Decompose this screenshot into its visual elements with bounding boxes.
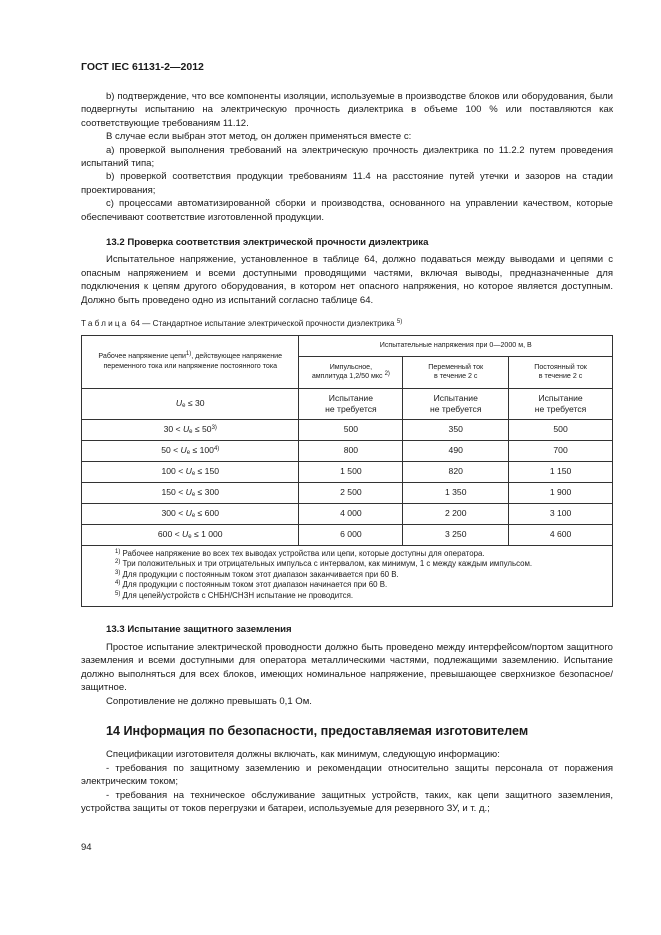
section-13-2-text: Испытательное напряжение, установленное в таблице 64, должно подаваться между выводами и цепями с опасным напряжением и всеми доступными проводящими частями, включая выводы, предназначенные для подключения к цепям другого оборудования, в котором нет опасного напряжения, но которое является доступным. Должно быть проведено одно из испытаний согласно таблице 64. bbox=[81, 254, 613, 306]
dc-cell: 4 600 bbox=[509, 524, 613, 545]
range-pre: 150 < bbox=[161, 486, 186, 497]
ac-header-line1: Переменный ток bbox=[428, 362, 484, 371]
section-14-item-1: - требования по защитному заземлению и рекомендации относительно защиты персонала от поражения электрическим током; bbox=[81, 762, 613, 788]
table-notes bbox=[82, 545, 613, 607]
range-post: ≤ 300 bbox=[195, 486, 220, 497]
footnote-text: Для продукции с постоянным током этот диапазон заканчивается при 60 В. bbox=[120, 569, 399, 579]
range-sub: e bbox=[186, 449, 191, 456]
voltage-range-cell bbox=[82, 503, 299, 524]
range-sub: e bbox=[189, 428, 193, 435]
table-row bbox=[82, 482, 613, 503]
working-voltage-header-a: Рабочее напряжение цепи bbox=[98, 352, 186, 361]
dc-header bbox=[509, 356, 613, 388]
ac-header bbox=[403, 356, 509, 388]
working-voltage-header bbox=[82, 335, 299, 388]
footnote-text: Три положительных и три отрицательных импульса с интервалом, как минимум, 1 с между каждым импульсом. bbox=[120, 559, 533, 569]
table-footnote bbox=[85, 549, 609, 560]
table-row bbox=[82, 524, 613, 545]
range-post: ≤ 100 bbox=[190, 444, 214, 455]
voltage-range-cell bbox=[82, 419, 299, 440]
range-sub: e bbox=[191, 491, 196, 498]
table-row bbox=[82, 461, 613, 482]
table-row bbox=[82, 388, 613, 419]
cell-line1: Испытание bbox=[328, 392, 374, 403]
paragraph-if-chosen: В случае если выбран этот метод, он должен применяться вместе с: bbox=[106, 131, 412, 143]
range-var: U bbox=[182, 423, 190, 434]
section-13-3-text: Простое испытание электрической проводности должно быть проведено между интерфейсом/портом защитного заземления и всеми доступными для оператора металлическими частями, подлежащими заземлению. Испытание должно выполняться для всех блоков, имеющих номинальное напряжение, превышающее сверхнизкое безопасное/защитное. bbox=[81, 641, 613, 694]
ac-cell bbox=[403, 388, 509, 419]
range-pre: 600 < bbox=[157, 528, 183, 539]
ac-header-line2: в течение 2 с bbox=[433, 372, 478, 380]
range-footnote-mark: 4) bbox=[213, 445, 220, 452]
range-post: ≤ 600 bbox=[195, 507, 220, 518]
cell-line1: Испытание bbox=[433, 392, 478, 403]
dielectric-test-table bbox=[81, 335, 613, 608]
footnote-text: Для цепей/устройств с СНБН/СНЗН испытание не проводится. bbox=[120, 590, 354, 600]
range-var: U bbox=[185, 486, 192, 497]
range-sub: e bbox=[191, 512, 196, 519]
impulse-header-line2: амплитуда 1,2/50 мкс bbox=[311, 372, 383, 380]
table-caption-word: Таблица bbox=[81, 319, 129, 329]
document-body bbox=[81, 90, 613, 815]
cell-line2: не требуется bbox=[534, 403, 587, 414]
list-item-c: c) процессами автоматизированной сборки и производства, основанного на управлении качеством, которые обеспечивают соответствие изготовленной продукции. bbox=[81, 198, 613, 223]
dc-header-line1: Постоянный ток bbox=[534, 362, 587, 371]
ac-cell: 490 bbox=[403, 440, 509, 461]
range-var: U bbox=[182, 528, 189, 539]
range-var: U bbox=[185, 507, 192, 518]
test-voltages-header: Испытательные напряжения при 0—2000 м, В bbox=[299, 335, 613, 356]
ac-cell: 3 250 bbox=[403, 524, 509, 545]
dc-cell: 500 bbox=[509, 419, 613, 440]
dc-cell: 1 150 bbox=[509, 461, 613, 482]
range-pre: 300 < bbox=[161, 507, 186, 518]
section-13-3-title: 13.3 Испытание защитного заземления bbox=[106, 624, 292, 636]
range-post: ≤ 50 bbox=[192, 423, 212, 434]
ac-cell: 1 350 bbox=[403, 482, 509, 503]
footnote-mark: 2) bbox=[115, 559, 121, 566]
voltage-range-cell bbox=[82, 461, 299, 482]
cell-line2: не требуется bbox=[429, 403, 482, 414]
document-header: ГОСТ IEC 61131-2—2012 bbox=[81, 61, 204, 73]
impulse-cell: 4 000 bbox=[299, 503, 403, 524]
impulse-cell: 2 500 bbox=[299, 482, 403, 503]
list-item-a: a) проверкой выполнения требований на электрическую прочность диэлектрика по 11.2.2 путем проведения испытаний типа; bbox=[81, 144, 613, 170]
working-voltage-header-sup: 1) bbox=[185, 351, 192, 358]
section-14-title: 14 Информация по безопасности, предоставляемая изготовителем bbox=[106, 723, 529, 738]
footnote-mark: 3) bbox=[115, 569, 121, 576]
page-number: 94 bbox=[81, 842, 92, 853]
dc-cell: 1 900 bbox=[509, 482, 613, 503]
table-caption-footnote-mark: 5) bbox=[396, 319, 403, 326]
table-data-rows bbox=[82, 419, 613, 545]
ac-cell: 350 bbox=[403, 419, 509, 440]
impulse-cell: 500 bbox=[299, 419, 403, 440]
range-post: ≤ 30 bbox=[185, 398, 205, 408]
range-var: U bbox=[180, 444, 187, 455]
impulse-header-line1: Импульсное, bbox=[329, 362, 373, 371]
footnote-mark: 1) bbox=[115, 548, 121, 555]
ac-cell: 820 bbox=[403, 461, 509, 482]
section-13-2-title: 13.2 Проверка соответствия электрической прочности диэлектрика bbox=[106, 237, 429, 249]
cell-line1: Испытание bbox=[538, 392, 583, 403]
dc-header-line2: в течение 2 с bbox=[538, 372, 583, 380]
section-14-intro: Спецификации изготовителя должны включать, как минимум, следующую информацию: bbox=[106, 749, 500, 761]
voltage-range-cell bbox=[82, 524, 299, 545]
range-post: ≤ 150 bbox=[195, 465, 220, 476]
footnote-text: Рабочее напряжение во всех тех выводах устройства или цепи, которые доступны для оператора. bbox=[120, 548, 485, 558]
range-sub: e bbox=[182, 403, 186, 409]
range-pre: 100 < bbox=[161, 465, 186, 476]
cell-line2: не требуется bbox=[325, 403, 377, 414]
table-row bbox=[82, 440, 613, 461]
list-item-b: b) проверкой соответствия продукции требованиям 11.4 на расстояние путей утечки и зазоров на стадии проектирования; bbox=[81, 171, 613, 196]
impulse-cell: 1 500 bbox=[299, 461, 403, 482]
table-row bbox=[82, 419, 613, 440]
footnote-text: Для продукции с постоянным током этот диапазон начинается при 60 В. bbox=[120, 580, 388, 590]
impulse-cell: 800 bbox=[299, 440, 403, 461]
working-voltage-header-b: , действующее напряжение переменного тока или напряжение постоянного тока bbox=[103, 352, 283, 370]
impulse-cell bbox=[299, 388, 403, 419]
voltage-range-cell bbox=[82, 482, 299, 503]
table-footnote bbox=[85, 570, 609, 581]
impulse-header-sup: 2) bbox=[384, 371, 390, 377]
range-post: ≤ 1 000 bbox=[191, 528, 223, 539]
range-pre: 30 < bbox=[163, 423, 183, 434]
ac-cell: 2 200 bbox=[403, 503, 509, 524]
table-footnote bbox=[85, 580, 609, 591]
range-sub: e bbox=[191, 470, 196, 477]
table-footnote bbox=[85, 559, 609, 570]
table-caption bbox=[81, 317, 613, 330]
dc-cell: 700 bbox=[509, 440, 613, 461]
range-var: U bbox=[185, 465, 192, 476]
voltage-range-cell bbox=[82, 388, 299, 419]
dc-cell: 3 100 bbox=[509, 503, 613, 524]
impulse-cell: 6 000 bbox=[299, 524, 403, 545]
range-footnote-mark: 3) bbox=[211, 424, 217, 431]
footnote-mark: 4) bbox=[115, 580, 121, 587]
paragraph-b-confirmation: b) подтверждение, что все компоненты изоляции, используемые в производстве блоков или оборудования, были подвергнуты испытанию на электрическую прочность диэлектрика в объеме 100 % или поставляются как соответствующие требованиям 11.12. bbox=[81, 91, 613, 129]
range-pre: 50 < bbox=[161, 444, 181, 455]
range-sub: e bbox=[188, 533, 192, 540]
section-13-3-resistance: Сопротивление не должно превышать 0,1 Ом. bbox=[106, 695, 312, 707]
range-var: U bbox=[175, 398, 183, 408]
table-footnote bbox=[85, 591, 609, 602]
dc-cell bbox=[509, 388, 613, 419]
impulse-header bbox=[299, 356, 403, 388]
voltage-range-cell bbox=[82, 440, 299, 461]
section-14-item-2: - требования на техническое обслуживание защитных устройств, таких, как цепи защитного заземления, устройства защиты от токов перегрузки и батареи, используемые для резервного ЗУ, и т. д.; bbox=[81, 789, 613, 814]
table-caption-text: 64 — Стандартное испытание электрической прочности диэлектрика bbox=[130, 319, 395, 329]
footnote-mark: 5) bbox=[115, 590, 121, 597]
table-row bbox=[82, 503, 613, 524]
